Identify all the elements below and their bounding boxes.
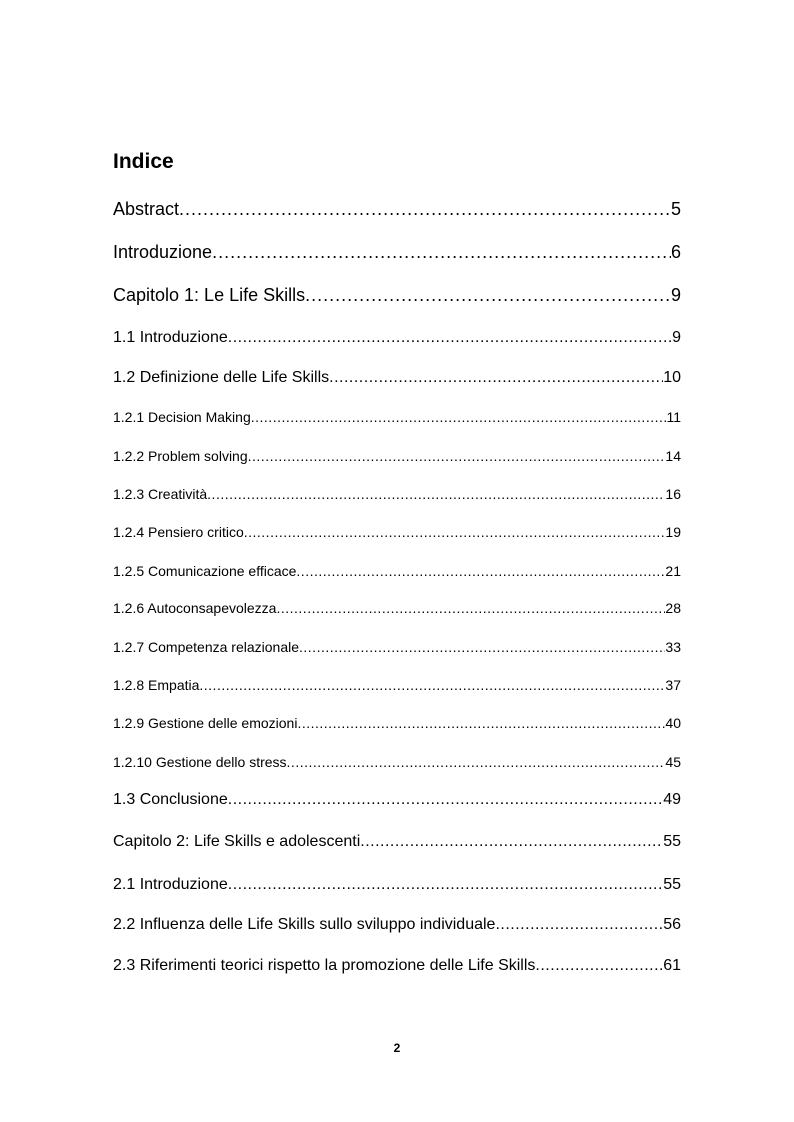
- toc-entry-page: 33: [665, 639, 681, 655]
- toc-entry-page: 28: [665, 600, 681, 616]
- leader-dots: [212, 242, 671, 263]
- toc-entry-label: 2.1 Introduzione: [113, 876, 228, 893]
- toc-entry-capitolo-2[interactable]: [113, 833, 681, 851]
- toc-entry-1-3[interactable]: [113, 791, 681, 809]
- toc-entry-page: 55: [663, 876, 681, 893]
- toc-entry-page: 19: [665, 524, 681, 540]
- toc-entry-label: 1.2.8 Empatia: [113, 677, 200, 693]
- toc-entry-1-1[interactable]: [113, 329, 681, 347]
- toc-entry-label: 1.2.9 Gestione delle emozioni: [113, 715, 298, 731]
- toc-entry-label: 1.2.2 Problem solving: [113, 448, 248, 464]
- toc-entry-page: 40: [665, 715, 681, 731]
- toc-entry-page: 11: [666, 409, 681, 425]
- leader-dots: [329, 369, 663, 387]
- toc-entry-page: 9: [670, 285, 681, 305]
- toc-entry-page: 9: [672, 329, 681, 346]
- leader-dots: [535, 957, 663, 975]
- toc-entry-abstract[interactable]: [113, 199, 681, 220]
- leader-dots: [228, 876, 663, 894]
- toc-entry-page: 37: [665, 677, 681, 693]
- leader-dots: [207, 486, 665, 502]
- toc-entry-page: 6: [670, 242, 681, 262]
- toc-entry-page: 55: [663, 833, 681, 850]
- toc-entry-1-2-7[interactable]: [113, 639, 681, 655]
- toc-entry-page: 56: [663, 916, 681, 933]
- toc-entry-page: 10: [663, 369, 681, 386]
- leader-dots: [228, 329, 672, 347]
- toc-entry-page: 16: [665, 486, 681, 502]
- leader-dots: [248, 448, 666, 464]
- toc-entry-1-2-4[interactable]: [113, 524, 681, 540]
- leader-dots: [287, 754, 666, 770]
- toc-entry-1-2[interactable]: [113, 369, 681, 387]
- toc-entry-label: 2.3 Riferimenti teorici rispetto la promozione delle Life Skills: [113, 957, 536, 974]
- toc-entry-1-2-3[interactable]: [113, 486, 681, 502]
- toc-title: Indice: [113, 150, 174, 173]
- toc-entry-2-1[interactable]: [113, 876, 681, 894]
- leader-dots: [251, 409, 667, 425]
- toc-entry-label: 1.3 Conclusione: [113, 791, 228, 808]
- toc-entry-1-2-10[interactable]: [113, 754, 681, 770]
- toc-entry-label: Capitolo 2: Life Skills e adolescenti: [113, 833, 361, 850]
- toc-entry-page: 21: [665, 563, 681, 579]
- toc-entry-1-2-5[interactable]: [113, 563, 681, 579]
- toc-entry-introduzione[interactable]: [113, 242, 681, 263]
- toc-entry-label: Capitolo 1: Le Life Skills: [113, 285, 306, 305]
- toc-entry-capitolo-1[interactable]: [113, 285, 681, 306]
- leader-dots: [360, 833, 663, 851]
- toc-entry-label: 1.1 Introduzione: [113, 329, 228, 346]
- toc-entry-label: 1.2 Definizione delle Life Skills: [113, 369, 330, 386]
- leader-dots: [276, 600, 665, 616]
- page-number: 2: [393, 1041, 401, 1055]
- toc-entry-2-3[interactable]: [113, 957, 681, 975]
- toc-entry-1-2-9[interactable]: [113, 715, 681, 731]
- toc-entry-label: 1.2.10 Gestione dello stress: [113, 754, 287, 770]
- toc-entry-1-2-1[interactable]: [113, 409, 681, 425]
- leader-dots: [297, 715, 665, 731]
- leader-dots: [305, 285, 671, 306]
- toc-entry-label: 1.2.7 Competenza relazionale: [113, 639, 300, 655]
- toc-entry-label: 1.2.5 Comunicazione efficace: [113, 563, 297, 579]
- leader-dots: [299, 639, 665, 655]
- toc-entry-label: 2.2 Influenza delle Life Skills sullo sviluppo individuale: [113, 916, 496, 933]
- toc-entry-page: 14: [665, 448, 681, 464]
- leader-dots: [179, 199, 671, 220]
- toc-entry-label: Introduzione: [113, 242, 213, 262]
- toc-entry-label: 1.2.4 Pensiero critico: [113, 524, 244, 540]
- toc-entry-2-2[interactable]: [113, 916, 681, 934]
- toc-entry-1-2-6[interactable]: [113, 600, 681, 616]
- toc-entry-label: 1.2.1 Decision Making: [113, 409, 251, 425]
- toc-entry-label: 1.2.3 Creatività: [113, 486, 208, 502]
- toc-entry-page: 45: [665, 754, 681, 770]
- toc-entry-page: 61: [663, 957, 681, 974]
- leader-dots: [296, 563, 665, 579]
- toc-entry-label: Abstract: [113, 199, 180, 219]
- leader-dots: [495, 916, 663, 934]
- leader-dots: [244, 524, 666, 540]
- leader-dots: [199, 677, 665, 693]
- toc-entry-1-2-2[interactable]: [113, 448, 681, 464]
- toc-entry-1-2-8[interactable]: [113, 677, 681, 693]
- leader-dots: [228, 791, 663, 809]
- toc-entry-page: 49: [663, 791, 681, 808]
- toc-entry-label: 1.2.6 Autoconsapevolezza: [113, 600, 277, 616]
- toc-entry-page: 5: [670, 199, 681, 219]
